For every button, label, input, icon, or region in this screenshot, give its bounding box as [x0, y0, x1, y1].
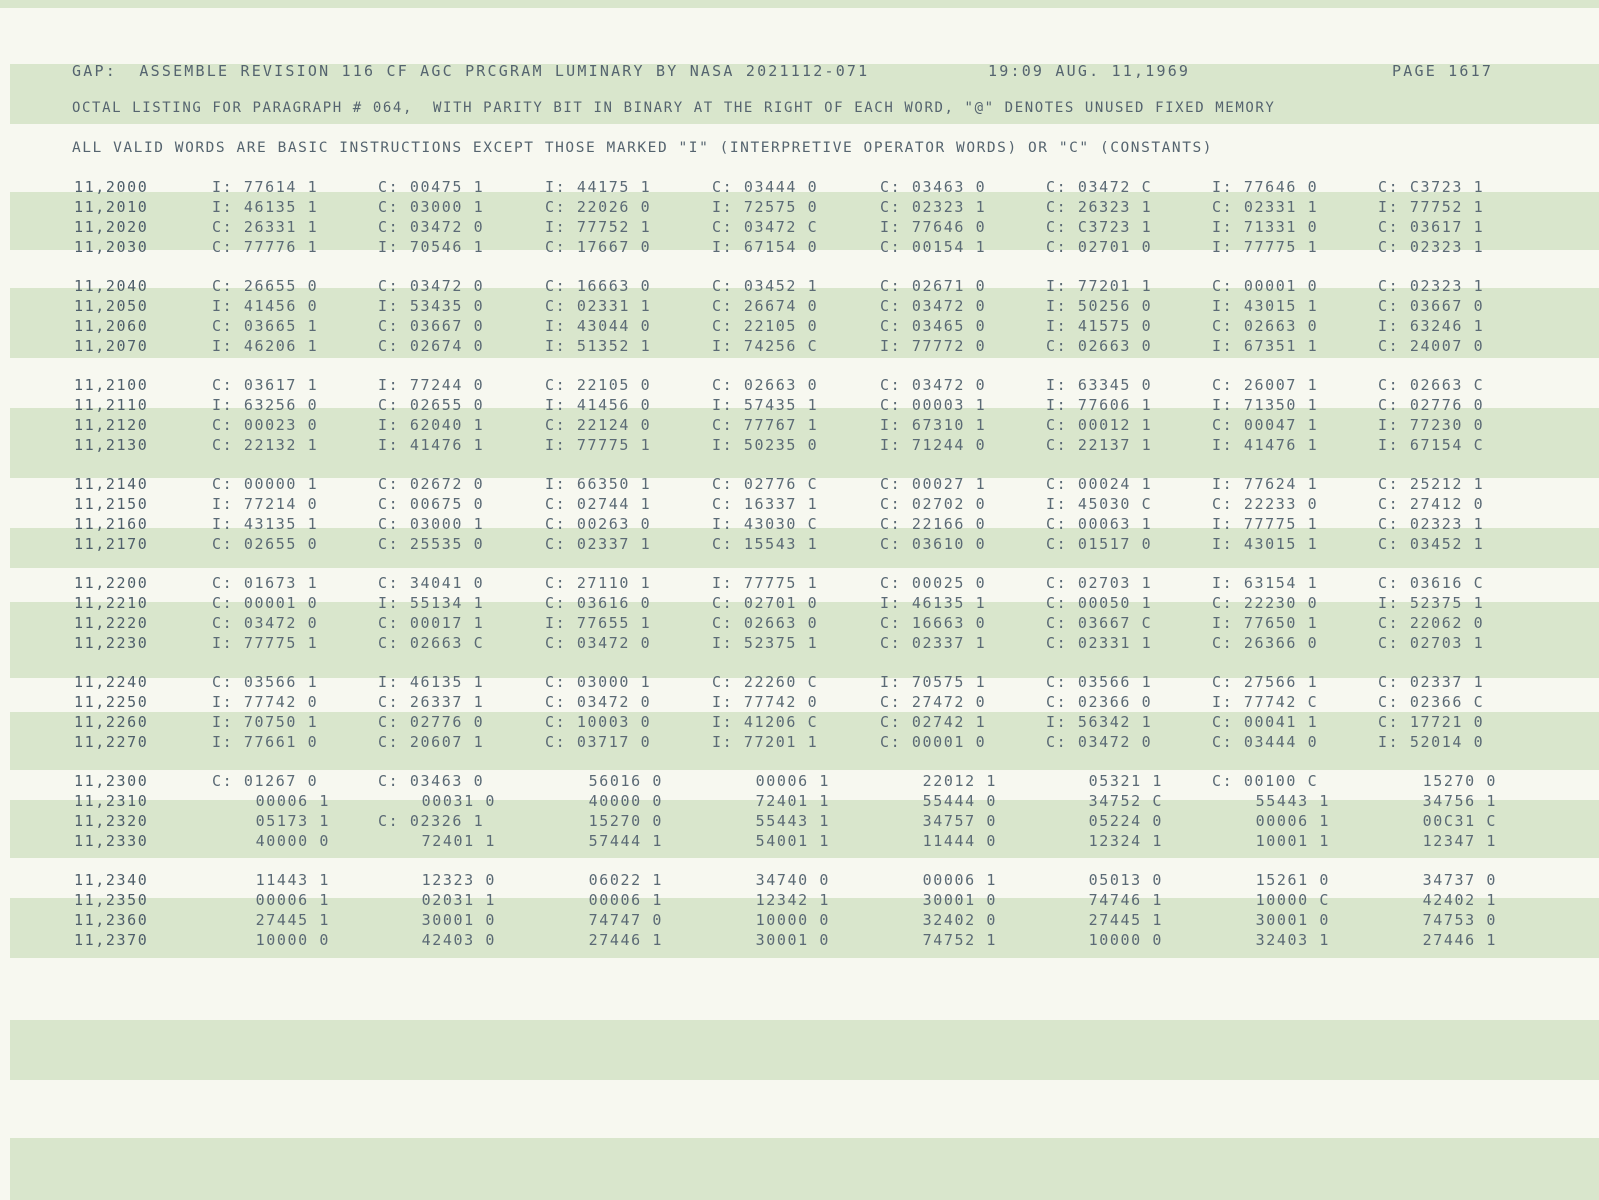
octal-word: C: 02337 1: [545, 535, 652, 553]
octal-word: C: 77767 1: [712, 416, 819, 434]
octal-word: I: 77775 1: [212, 634, 319, 652]
row-address: 11,2120: [74, 416, 149, 434]
octal-word: C: 02323 1: [1378, 238, 1485, 256]
octal-word: I: 43044 0: [545, 317, 652, 335]
octal-word: C: 27472 0: [880, 693, 987, 711]
octal-word: C: 03463 0: [880, 178, 987, 196]
octal-word: C: 02326 1: [378, 812, 485, 830]
row-address: 11,2150: [74, 495, 149, 513]
octal-word: C: 02702 0: [880, 495, 987, 513]
octal-word: C: 22105 0: [712, 317, 819, 335]
octal-word: C: 03000 1: [378, 198, 485, 216]
octal-word: I: 77742 0: [712, 693, 819, 711]
octal-word: I: 43015 1: [1212, 297, 1319, 315]
octal-word: 74747 0: [588, 911, 663, 929]
octal-word: C: 02703 1: [1378, 634, 1485, 652]
octal-word: 34740 0: [755, 871, 830, 889]
octal-word: I: 46206 1: [212, 337, 319, 355]
octal-word: C: 10003 0: [545, 713, 652, 731]
octal-word: C: 03465 0: [880, 317, 987, 335]
octal-word: 02031 1: [421, 891, 496, 909]
octal-word: I: 77244 0: [378, 376, 485, 394]
octal-word: C: 02655 0: [212, 535, 319, 553]
octal-word: 56016 0: [588, 772, 663, 790]
octal-word: C: 03472 0: [880, 376, 987, 394]
octal-word: C: 03472 C: [1046, 178, 1153, 196]
octal-word: 00006 1: [1255, 812, 1330, 830]
octal-word: C: 22137 1: [1046, 436, 1153, 454]
octal-word: I: 66350 1: [545, 475, 652, 493]
octal-word: 00006 1: [255, 891, 330, 909]
octal-word: C: 02776 0: [378, 713, 485, 731]
octal-word: C: 03617 1: [212, 376, 319, 394]
row-address: 11,2170: [74, 535, 149, 553]
row-address: 11,2220: [74, 614, 149, 632]
octal-word: C: 17667 0: [545, 238, 652, 256]
octal-word: C: 16337 1: [712, 495, 819, 513]
octal-word: I: 77661 0: [212, 733, 319, 751]
octal-word: 57444 1: [588, 832, 663, 850]
octal-word: C: 03667 C: [1046, 614, 1153, 632]
octal-word: C: 25535 0: [378, 535, 485, 553]
octal-word: C: 17721 0: [1378, 713, 1485, 731]
row-address: 11,2140: [74, 475, 149, 493]
octal-word: C: 22233 0: [1212, 495, 1319, 513]
header-line-2: OCTAL LISTING FOR PARAGRAPH # 064, WITH PARITY BIT IN BINARY AT THE RIGHT OF EACH WORD, "@" DENOTES UNUSED FIXED MEMORY: [72, 100, 1276, 116]
octal-word: C: 02703 1: [1046, 574, 1153, 592]
octal-word: C: 22124 0: [545, 416, 652, 434]
row-address: 11,2350: [74, 891, 149, 909]
octal-word: C: C3723 1: [1378, 178, 1485, 196]
octal-word: C: 03472 0: [378, 218, 485, 236]
octal-word: 72401 1: [755, 792, 830, 810]
octal-word: C: 03444 0: [1212, 733, 1319, 751]
octal-word: C: C3723 1: [1046, 218, 1153, 236]
octal-word: 22012 1: [922, 772, 997, 790]
octal-word: C: 00063 1: [1046, 515, 1153, 533]
octal-word: I: 71350 1: [1212, 396, 1319, 414]
octal-word: C: 03717 0: [545, 733, 652, 751]
octal-word: C: 03000 1: [378, 515, 485, 533]
octal-word: C: 03452 1: [712, 277, 819, 295]
row-address: 11,2010: [74, 198, 149, 216]
octal-word: C: 26007 1: [1212, 376, 1319, 394]
octal-word: 74746 1: [1088, 891, 1163, 909]
row-address: 11,2240: [74, 673, 149, 691]
octal-word: C: 00001 0: [880, 733, 987, 751]
octal-word: I: 53435 0: [378, 297, 485, 315]
octal-word: I: 67310 1: [880, 416, 987, 434]
octal-word: C: 02663 0: [1046, 337, 1153, 355]
octal-word: 10000 0: [1088, 931, 1163, 949]
octal-word: I: 77624 1: [1212, 475, 1319, 493]
octal-word: C: 00023 0: [212, 416, 319, 434]
octal-word: 12323 0: [421, 871, 496, 889]
octal-word: I: 77214 0: [212, 495, 319, 513]
octal-word: I: 77742 C: [1212, 693, 1319, 711]
octal-word: I: 41456 0: [545, 396, 652, 414]
octal-word: C: 03472 0: [378, 277, 485, 295]
octal-word: C: 02776 0: [1378, 396, 1485, 414]
octal-word: C: 02337 1: [1378, 673, 1485, 691]
row-address: 11,2070: [74, 337, 149, 355]
octal-word: C: 00675 0: [378, 495, 485, 513]
octal-word: C: 22230 0: [1212, 594, 1319, 612]
octal-word: C: 22062 0: [1378, 614, 1485, 632]
octal-word: C: 03617 1: [1378, 218, 1485, 236]
octal-word: I: 70575 1: [880, 673, 987, 691]
octal-word: C: 03566 1: [1046, 673, 1153, 691]
octal-word: 74752 1: [922, 931, 997, 949]
octal-word: I: 77655 1: [545, 614, 652, 632]
octal-word: 12347 1: [1422, 832, 1497, 850]
row-address: 11,2330: [74, 832, 149, 850]
header-line-3: ALL VALID WORDS ARE BASIC INSTRUCTIONS EXCEPT THOSE MARKED "I" (INTERPRETIVE OPERATOR WORDS) OR "C" (CONSTANTS): [72, 140, 1214, 156]
octal-word: 27445 1: [1088, 911, 1163, 929]
octal-word: I: 50256 0: [1046, 297, 1153, 315]
octal-word: C: 02323 1: [880, 198, 987, 216]
octal-word: I: 77646 0: [880, 218, 987, 236]
octal-word: 15270 0: [588, 812, 663, 830]
octal-word: I: 67351 1: [1212, 337, 1319, 355]
octal-word: C: 03472 0: [545, 693, 652, 711]
octal-word: C: 77776 1: [212, 238, 319, 256]
octal-word: C: 02337 1: [880, 634, 987, 652]
octal-word: I: 77742 0: [212, 693, 319, 711]
octal-word: C: 20607 1: [378, 733, 485, 751]
octal-word: I: 56342 1: [1046, 713, 1153, 731]
octal-word: C: 00027 1: [880, 475, 987, 493]
page-number: PAGE 1617: [1392, 62, 1494, 80]
octal-word: C: 00041 1: [1212, 713, 1319, 731]
octal-word: C: 26674 0: [712, 297, 819, 315]
row-address: 11,2270: [74, 733, 149, 751]
octal-word: C: 02323 1: [1378, 515, 1485, 533]
octal-word: 55443 1: [755, 812, 830, 830]
octal-word: I: 70750 1: [212, 713, 319, 731]
octal-word: C: 03452 1: [1378, 535, 1485, 553]
stripe-band: [10, 1020, 1599, 1080]
octal-word: 40000 0: [255, 832, 330, 850]
octal-word: C: 34041 0: [378, 574, 485, 592]
octal-word: C: 00000 1: [212, 475, 319, 493]
row-address: 11,2370: [74, 931, 149, 949]
octal-word: 00006 1: [588, 891, 663, 909]
row-address: 11,2130: [74, 436, 149, 454]
octal-word: C: 27110 1: [545, 574, 652, 592]
octal-word: I: 41206 C: [712, 713, 819, 731]
octal-word: I: 77201 1: [712, 733, 819, 751]
octal-word: C: 00001 0: [212, 594, 319, 612]
octal-word: C: 00100 C: [1212, 772, 1319, 790]
octal-word: C: 26331 1: [212, 218, 319, 236]
octal-word: I: 55134 1: [378, 594, 485, 612]
octal-word: C: 25212 1: [1378, 475, 1485, 493]
octal-word: I: 63345 0: [1046, 376, 1153, 394]
octal-word: 00006 1: [922, 871, 997, 889]
octal-word: C: 26655 0: [212, 277, 319, 295]
octal-word: 30001 0: [421, 911, 496, 929]
octal-word: C: 01517 0: [1046, 535, 1153, 553]
octal-word: 27445 1: [255, 911, 330, 929]
octal-word: 42403 0: [421, 931, 496, 949]
octal-word: 34737 0: [1422, 871, 1497, 889]
octal-word: C: 02366 0: [1046, 693, 1153, 711]
octal-word: C: 02331 1: [1212, 198, 1319, 216]
octal-word: I: 77230 0: [1378, 416, 1485, 434]
octal-word: C: 02331 1: [545, 297, 652, 315]
octal-word: C: 22260 C: [712, 673, 819, 691]
octal-word: C: 02663 0: [712, 614, 819, 632]
octal-word: C: 22166 0: [880, 515, 987, 533]
octal-word: I: 41575 0: [1046, 317, 1153, 335]
octal-word: I: 62040 1: [378, 416, 485, 434]
octal-word: 05224 0: [1088, 812, 1163, 830]
octal-word: 42402 1: [1422, 891, 1497, 909]
octal-word: C: 16663 0: [880, 614, 987, 632]
octal-word: C: 03472 0: [545, 634, 652, 652]
octal-word: C: 03566 1: [212, 673, 319, 691]
octal-word: 30001 0: [755, 931, 830, 949]
octal-word: C: 22026 0: [545, 198, 652, 216]
octal-word: C: 26366 0: [1212, 634, 1319, 652]
octal-word: 34757 0: [922, 812, 997, 830]
octal-word: C: 02663 C: [378, 634, 485, 652]
octal-word: 72401 1: [421, 832, 496, 850]
row-address: 11,2300: [74, 772, 149, 790]
octal-word: I: 41456 0: [212, 297, 319, 315]
octal-word: C: 02655 0: [378, 396, 485, 414]
octal-word: C: 00475 1: [378, 178, 485, 196]
octal-word: C: 26337 1: [378, 693, 485, 711]
octal-word: I: 63246 1: [1378, 317, 1485, 335]
row-address: 11,2000: [74, 178, 149, 196]
row-address: 11,2200: [74, 574, 149, 592]
row-address: 11,2230: [74, 634, 149, 652]
octal-word: 40000 0: [588, 792, 663, 810]
octal-word: I: 77650 1: [1212, 614, 1319, 632]
octal-word: 55443 1: [1255, 792, 1330, 810]
row-address: 11,2160: [74, 515, 149, 533]
octal-word: C: 02701 0: [712, 594, 819, 612]
octal-word: C: 00017 1: [378, 614, 485, 632]
row-address: 11,2110: [74, 396, 149, 414]
octal-word: 32402 0: [922, 911, 997, 929]
header-line-1: GAP: ASSEMBLE REVISION 116 CF AGC PRCGRAM LUMINARY BY NASA 2021112-071: [72, 62, 870, 80]
octal-word: C: 03472 0: [880, 297, 987, 315]
octal-word: C: 22132 1: [212, 436, 319, 454]
top-band: [0, 0, 1599, 8]
octal-word: C: 27412 0: [1378, 495, 1485, 513]
octal-word: I: 77752 1: [1378, 198, 1485, 216]
octal-word: C: 03610 0: [880, 535, 987, 553]
octal-word: I: 44175 1: [545, 178, 652, 196]
octal-word: I: 74256 C: [712, 337, 819, 355]
octal-word: C: 02742 1: [880, 713, 987, 731]
row-address: 11,2310: [74, 792, 149, 810]
octal-word: C: 15543 1: [712, 535, 819, 553]
octal-word: C: 00263 0: [545, 515, 652, 533]
octal-word: C: 02674 0: [378, 337, 485, 355]
octal-word: 06022 1: [588, 871, 663, 889]
octal-word: C: 02776 C: [712, 475, 819, 493]
row-address: 11,2250: [74, 693, 149, 711]
octal-word: C: 02672 0: [378, 475, 485, 493]
octal-word: C: 24007 0: [1378, 337, 1485, 355]
octal-word: C: 01673 1: [212, 574, 319, 592]
row-address: 11,2020: [74, 218, 149, 236]
octal-word: 10000 0: [755, 911, 830, 929]
row-address: 11,2260: [74, 713, 149, 731]
octal-word: 11444 0: [922, 832, 997, 850]
octal-word: I: 77775 1: [545, 436, 652, 454]
row-address: 11,2040: [74, 277, 149, 295]
octal-word: I: 46135 1: [378, 673, 485, 691]
octal-word: C: 02744 1: [545, 495, 652, 513]
octal-word: I: 41476 1: [378, 436, 485, 454]
octal-word: 27446 1: [588, 931, 663, 949]
octal-word: I: 51352 1: [545, 337, 652, 355]
octal-word: I: 77614 1: [212, 178, 319, 196]
octal-word: C: 02701 0: [1046, 238, 1153, 256]
octal-word: C: 03667 0: [378, 317, 485, 335]
octal-word: I: 67154 0: [712, 238, 819, 256]
octal-word: 74753 0: [1422, 911, 1497, 929]
octal-word: C: 03616 0: [545, 594, 652, 612]
octal-word: C: 00003 1: [880, 396, 987, 414]
octal-word: I: 77646 0: [1212, 178, 1319, 196]
octal-word: C: 02663 C: [1378, 376, 1485, 394]
octal-word: I: 70546 1: [378, 238, 485, 256]
octal-word: C: 02671 0: [880, 277, 987, 295]
octal-word: I: 46135 1: [880, 594, 987, 612]
octal-word: 15261 0: [1255, 871, 1330, 889]
octal-word: 27446 1: [1422, 931, 1497, 949]
octal-word: 10000 C: [1255, 891, 1330, 909]
octal-word: I: 63256 0: [212, 396, 319, 414]
octal-word: 30001 0: [1255, 911, 1330, 929]
octal-word: C: 22105 0: [545, 376, 652, 394]
octal-word: 32403 1: [1255, 931, 1330, 949]
octal-word: I: 71244 0: [880, 436, 987, 454]
octal-word: 12342 1: [755, 891, 830, 909]
octal-word: 05173 1: [255, 812, 330, 830]
octal-word: 34752 C: [1088, 792, 1163, 810]
octal-word: I: 52375 1: [712, 634, 819, 652]
row-address: 11,2050: [74, 297, 149, 315]
octal-word: C: 03472 0: [1046, 733, 1153, 751]
octal-word: I: 46135 1: [212, 198, 319, 216]
octal-word: 11443 1: [255, 871, 330, 889]
octal-word: C: 00024 1: [1046, 475, 1153, 493]
row-address: 11,2060: [74, 317, 149, 335]
octal-word: C: 03472 C: [712, 218, 819, 236]
row-address: 11,2320: [74, 812, 149, 830]
octal-word: C: 02366 C: [1378, 693, 1485, 711]
octal-word: C: 03667 0: [1378, 297, 1485, 315]
octal-word: I: 77775 1: [1212, 515, 1319, 533]
octal-word: 10000 0: [255, 931, 330, 949]
octal-word: 34756 1: [1422, 792, 1497, 810]
octal-word: C: 02663 0: [712, 376, 819, 394]
octal-word: I: 77606 1: [1046, 396, 1153, 414]
octal-word: 12324 1: [1088, 832, 1163, 850]
octal-word: I: 72575 0: [712, 198, 819, 216]
octal-word: I: 43030 C: [712, 515, 819, 533]
octal-word: 00C31 C: [1422, 812, 1497, 830]
octal-word: 30001 0: [922, 891, 997, 909]
octal-word: 00031 0: [421, 792, 496, 810]
octal-word: I: 41476 1: [1212, 436, 1319, 454]
octal-word: I: 71331 0: [1212, 218, 1319, 236]
octal-word: C: 03472 0: [212, 614, 319, 632]
octal-word: C: 00154 1: [880, 238, 987, 256]
octal-word: I: 50235 0: [712, 436, 819, 454]
octal-word: I: 77772 0: [880, 337, 987, 355]
octal-word: 00006 1: [755, 772, 830, 790]
octal-word: C: 02331 1: [1046, 634, 1153, 652]
octal-word: 05321 1: [1088, 772, 1163, 790]
octal-word: I: 43135 1: [212, 515, 319, 533]
octal-word: I: 52014 0: [1378, 733, 1485, 751]
row-address: 11,2030: [74, 238, 149, 256]
octal-word: I: 77775 1: [712, 574, 819, 592]
octal-word: I: 77201 1: [1046, 277, 1153, 295]
octal-word: C: 03000 1: [545, 673, 652, 691]
octal-word: I: 43015 1: [1212, 535, 1319, 553]
octal-word: C: 16663 0: [545, 277, 652, 295]
octal-word: I: 63154 1: [1212, 574, 1319, 592]
header-timestamp: 19:09 AUG. 11,1969: [988, 62, 1191, 80]
octal-word: C: 03616 C: [1378, 574, 1485, 592]
octal-word: C: 00001 0: [1212, 277, 1319, 295]
octal-word: C: 00012 1: [1046, 416, 1153, 434]
octal-word: I: 57435 1: [712, 396, 819, 414]
octal-word: C: 00047 1: [1212, 416, 1319, 434]
octal-word: C: 01267 0: [212, 772, 319, 790]
octal-word: C: 02663 0: [1212, 317, 1319, 335]
octal-word: 55444 0: [922, 792, 997, 810]
octal-word: 10001 1: [1255, 832, 1330, 850]
row-address: 11,2340: [74, 871, 149, 889]
octal-word: 00006 1: [255, 792, 330, 810]
octal-word: C: 03463 0: [378, 772, 485, 790]
row-address: 11,2100: [74, 376, 149, 394]
octal-word: C: 26323 1: [1046, 198, 1153, 216]
stripe-band: [10, 1138, 1599, 1200]
row-address: 11,2360: [74, 911, 149, 929]
octal-word: C: 00050 1: [1046, 594, 1153, 612]
octal-word: C: 03444 0: [712, 178, 819, 196]
octal-word: 05013 0: [1088, 871, 1163, 889]
octal-word: 15270 0: [1422, 772, 1497, 790]
octal-word: C: 02323 1: [1378, 277, 1485, 295]
octal-word: I: 77775 1: [1212, 238, 1319, 256]
octal-word: I: 52375 1: [1378, 594, 1485, 612]
octal-word: C: 27566 1: [1212, 673, 1319, 691]
octal-word: 54001 1: [755, 832, 830, 850]
octal-word: I: 77752 1: [545, 218, 652, 236]
row-address: 11,2210: [74, 594, 149, 612]
octal-word: I: 67154 C: [1378, 436, 1485, 454]
octal-word: C: 03665 1: [212, 317, 319, 335]
octal-word: I: 45030 C: [1046, 495, 1153, 513]
octal-word: C: 00025 0: [880, 574, 987, 592]
